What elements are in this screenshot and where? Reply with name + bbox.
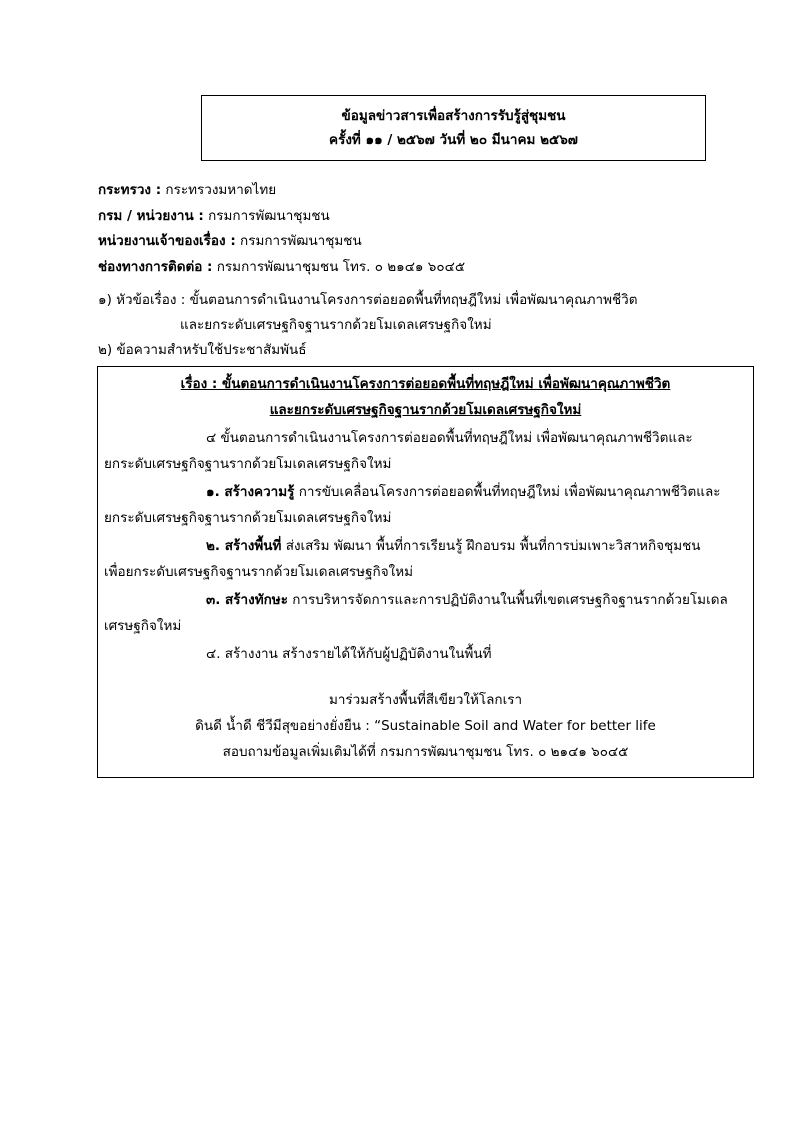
intro-line2: ยกระดับเศรษฐกิจฐานรากด้วยโมเดลเศรษฐกิจใหม่ (104, 456, 392, 472)
intro-paragraph (104, 425, 747, 477)
department-value: กรมการพัฒนาชุมชน (208, 207, 330, 224)
ministry-label: กระทรวง : (98, 182, 162, 198)
closing-contact: สอบถามข้อมูลเพิ่มเติมได้ที่ กรมการพัฒนาชุมชน โทร. ๐ ๒๑๔๑ ๖๐๔๕ (222, 744, 629, 760)
step4-line1: สร้างรายได้ให้กับผู้ปฏิบัติงานในพื้นที่ (277, 646, 492, 662)
document-metadata (98, 178, 465, 280)
issue-number-date: ครั้งที่ ๑๑ / ๒๕๖๗ วันที่ ๒๐ มีนาคม ๒๕๖๗ (329, 132, 578, 148)
department-row (98, 204, 465, 230)
ministry-row (98, 178, 465, 204)
step4-heading: ๔. สร้างงาน (206, 646, 278, 662)
step4-paragraph (104, 641, 747, 667)
owner-label: หน่วยงานเจ้าของเรื่อง : (98, 233, 236, 249)
document-title-box (201, 95, 706, 161)
closing-block (104, 687, 747, 765)
item1-line1: ๑) หัวข้อเรื่อง : ขั้นตอนการดำเนินงานโครงการต่อยอดพื้นที่ทฤษฎีใหม่ เพื่อพัฒนาคุณภาพชีวิต (98, 292, 638, 308)
message-title-line2: และยกระดับเศรษฐกิจฐานรากด้วยโมเดลเศรษฐกิจใหม่ (269, 402, 582, 418)
item2: ๒) ข้อความสำหรับใช้ประชาสัมพันธ์ (98, 342, 307, 358)
step1-line1: การขับเคลื่อนโครงการต่อยอดพื้นที่ทฤษฎีใหม่ เพื่อพัฒนาคุณภาพชีวิตและ (294, 484, 721, 500)
document-title: ข้อมูลข่าวสารเพื่อสร้างการรับรู้สู่ชุมชน (341, 108, 566, 124)
item1-line2: และยกระดับเศรษฐกิจฐานรากด้วยโมเดลเศรษฐกิจใหม่ (180, 317, 492, 333)
step3-heading: ๓. สร้างทักษะ (206, 592, 288, 608)
step2-line2: เพื่อยกระดับเศรษฐกิจฐานรากด้วยโมเดลเศรษฐกิจใหม่ (104, 564, 413, 580)
owner-value: กรมการพัฒนาชุมชน (240, 233, 362, 249)
contact-row (98, 255, 465, 281)
step1-heading: ๑. สร้างความรู้ (206, 484, 295, 500)
step2-paragraph (104, 533, 747, 585)
step3-line2: เศรษฐกิจใหม่ (104, 618, 182, 634)
step1-paragraph (104, 479, 747, 531)
step3-paragraph (104, 587, 747, 639)
ministry-value: กระทรวงมหาดไทย (165, 182, 277, 198)
step3-line1: การบริหารจัดการและการปฏิบัติงานในพื้นที่เขตเศรษฐกิจฐานรากด้วยโมเดล (287, 592, 728, 608)
step1-line2: ยกระดับเศรษฐกิจฐานรากด้วยโมเดลเศรษฐกิจใหม่ (104, 510, 392, 526)
document-items (98, 288, 638, 363)
contact-value: กรมการพัฒนาชุมชน โทร. ๐ ๒๑๔๑ ๖๐๔๕ (216, 258, 466, 275)
step2-heading: ๒. สร้างพื้นที่ (206, 538, 282, 554)
pr-message-box (97, 366, 754, 778)
message-title-line1: เรื่อง : ขั้นตอนการดำเนินงานโครงการต่อยอดพื้นที่ทฤษฎีใหม่ เพื่อพัฒนาคุณภาพชีวิต (180, 376, 671, 392)
intro-line1: ๔ ขั้นตอนการดำเนินงานโครงการต่อยอดพื้นที่ทฤษฎีใหม่ เพื่อพัฒนาคุณภาพชีวิตและ (206, 430, 693, 446)
step2-line1: ส่งเสริม พัฒนา พื้นที่การเรียนรู้ ฝึกอบรม พื้นที่การบ่มเพาะวิสาหกิจชุมชน (281, 538, 701, 554)
closing-slogan: มาร่วมสร้างพื้นที่สีเขียวให้โลกเรา (328, 692, 523, 708)
contact-label: ช่องทางการติดต่อ : (98, 258, 213, 275)
owner-row (98, 229, 465, 255)
closing-tagline: ดินดี น้ำดี ชีวีมีสุขอย่างยั่งยืน : “Sustainable Soil and Water for better life (195, 718, 656, 734)
department-label: กรม / หน่วยงาน : (98, 207, 204, 224)
